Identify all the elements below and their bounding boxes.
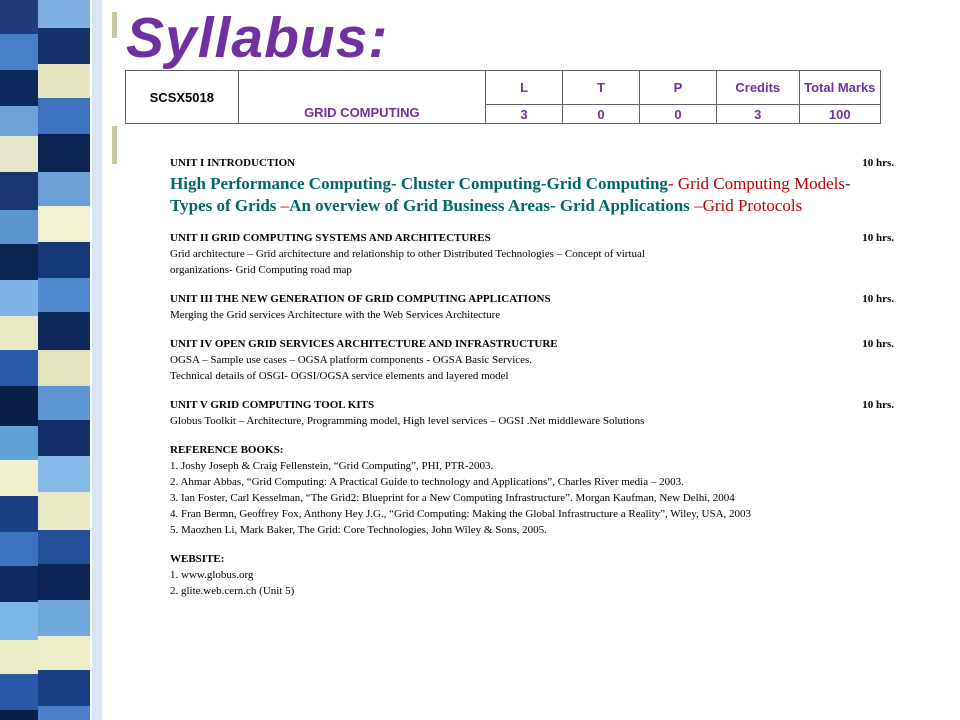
unit-1-topic-segment: An overview of Grid Business Areas	[289, 196, 550, 215]
stripe-block	[38, 28, 90, 64]
stripe-block	[0, 640, 38, 674]
unit-5-header	[170, 398, 894, 413]
unit-1-topic-segment: - Grid Applications	[550, 196, 695, 215]
unit-1-topic-segment: - Cluster Computing	[390, 174, 541, 193]
stripe-block	[38, 350, 90, 386]
value-total-marks: 100	[799, 105, 880, 124]
reference-item: 3. Ian Foster, Carl Kesselman, “The Grid2: Blueprint for a New Computing Infrastructure”. Morgan Kaufman, New Delhi, 2004	[170, 492, 735, 504]
references-heading: REFERENCE BOOKS:	[170, 444, 284, 456]
reference-item: 5. Maozhen Li, Mark Baker, The Grid: Core Technologies, John Wiley & Sons, 2005.	[170, 524, 547, 536]
stripe-block	[0, 386, 38, 426]
stripe-block	[38, 670, 90, 706]
header-t: T	[563, 71, 640, 105]
unit-2-topics-line: Grid architecture – Grid architecture and relationship to other Distributed Technologies – Concept of virtual	[170, 248, 645, 260]
unit-1-topic-segment: -Grid Computing	[540, 174, 668, 193]
stripe-block	[0, 34, 38, 70]
stripe-block	[0, 244, 38, 280]
website-item: 1. www.globus.org	[170, 569, 254, 581]
stripe-block	[0, 70, 38, 106]
unit-1-topic-segment: - Types of Grids	[170, 174, 851, 215]
stripe-block	[0, 532, 38, 566]
unit-5-heading: UNIT V GRID COMPUTING TOOL KITS	[170, 399, 375, 411]
reference-item: 1. Joshy Joseph & Craig Fellenstein, “Grid Computing”, PHI, PTR-2003.	[170, 460, 494, 472]
header-total-marks: Total Marks	[799, 71, 880, 105]
website-heading: WEBSITE:	[170, 553, 225, 565]
reference-item: 2. Ahmar Abbas, “Grid Computing: A Practical Guide to technology and Applications”, Charles River media – 2003.	[170, 476, 684, 488]
stripe-block	[38, 456, 90, 492]
accent-bar-top	[112, 12, 117, 38]
unit-4-hours: 10 hrs.	[862, 338, 894, 350]
stripe-block	[0, 602, 38, 640]
stripe-block	[0, 350, 38, 386]
unit-3-topics-line: Merging the Grid services Architecture with the Web Services Architecture	[170, 309, 501, 321]
stripe-block	[38, 492, 90, 530]
unit-4-heading: UNIT IV OPEN GRID SERVICES ARCHITECTURE AND INFRASTRUCTURE	[170, 338, 558, 350]
unit-2-header	[170, 231, 894, 246]
stripe-block	[38, 98, 90, 134]
stripe-block	[38, 420, 90, 456]
value-t: 0	[563, 105, 640, 124]
stripe-block	[0, 136, 38, 172]
unit-1-hours: 10 hrs.	[862, 157, 894, 169]
stripe-block	[0, 172, 38, 210]
unit-5-hours: 10 hrs.	[862, 399, 894, 411]
unit-4-topics-line: OGSA – Sample use cases – OGSA platform components - OGSA Basic Services.	[170, 354, 533, 366]
stripe-block	[38, 706, 90, 720]
stripe-block	[38, 242, 90, 278]
stripe-edge	[92, 0, 102, 720]
value-l: 3	[486, 105, 563, 124]
stripe-block	[0, 0, 38, 34]
stripe-block	[38, 278, 90, 312]
stripe-block	[0, 674, 38, 710]
stripe-block	[38, 386, 90, 420]
stripe-block	[0, 710, 38, 720]
unit-1-topic-segment: High Performance Computing	[170, 174, 391, 193]
stripe-block	[38, 564, 90, 600]
unit-2-heading: UNIT II GRID COMPUTING SYSTEMS AND ARCHITECTURES	[170, 232, 491, 244]
unit-2-topics-line: organizations- Grid Computing road map	[170, 264, 352, 276]
stripe-block	[0, 566, 38, 602]
course-code: SCSX5018	[126, 71, 239, 124]
stripe-block	[38, 600, 90, 636]
stripe-block	[38, 64, 90, 98]
stripe-block	[38, 134, 90, 172]
unit-1-topics	[170, 173, 894, 217]
page-title: Syllabus:	[126, 6, 389, 70]
header-l: L	[486, 71, 563, 105]
accent-bar-middle	[112, 126, 117, 164]
stripe-block	[0, 106, 38, 136]
unit-1-header	[170, 156, 894, 171]
stripe-block	[38, 172, 90, 206]
value-p: 0	[639, 105, 716, 124]
unit-2-hours: 10 hrs.	[862, 232, 894, 244]
stripe-block	[0, 316, 38, 350]
stripe-block	[0, 460, 38, 496]
stripe-block	[38, 636, 90, 670]
course-name: GRID COMPUTING	[238, 71, 485, 124]
unit-5-topics-line: Globus Toolkit – Architecture, Programming model, High level services – OGSI .Net middleware Solutions	[170, 415, 645, 427]
stripe-block	[38, 206, 90, 242]
syllabus-content	[170, 156, 894, 599]
value-credits: 3	[717, 105, 800, 124]
header-p: P	[639, 71, 716, 105]
stripe-block	[0, 496, 38, 532]
unit-1-topic-segment: –	[280, 196, 290, 215]
website-item: 2. glite.web.cern.ch (Unit 5)	[170, 585, 295, 597]
decorative-color-stripe	[0, 0, 104, 720]
unit-1-topic-segment: - Grid Computing Models	[667, 174, 845, 193]
unit-1-topic-segment: –Grid Protocols	[694, 196, 803, 215]
stripe-block	[0, 426, 38, 460]
reference-item: 4. Fran Bermn, Geoffrey Fox, Anthony Hey J.G., “Grid Computing: Making the Global Infrastructure a Reality”, Wiley, USA, 2003	[170, 508, 752, 520]
unit-1-heading: UNIT I INTRODUCTION	[170, 157, 296, 169]
unit-4-topics-line: Technical details of OSGI- OGSI/OGSA service elements and layered model	[170, 370, 509, 382]
unit-3-heading: UNIT III THE NEW GENERATION OF GRID COMPUTING APPLICATIONS	[170, 293, 551, 305]
stripe-block	[38, 312, 90, 350]
stripe-block	[0, 280, 38, 316]
unit-3-header	[170, 292, 894, 307]
unit-3-hours: 10 hrs.	[862, 293, 894, 305]
stripe-block	[38, 530, 90, 564]
stripe-block	[38, 0, 90, 28]
course-info-table	[125, 70, 881, 124]
unit-4-header	[170, 337, 894, 352]
header-credits: Credits	[717, 71, 800, 105]
stripe-block	[0, 210, 38, 244]
